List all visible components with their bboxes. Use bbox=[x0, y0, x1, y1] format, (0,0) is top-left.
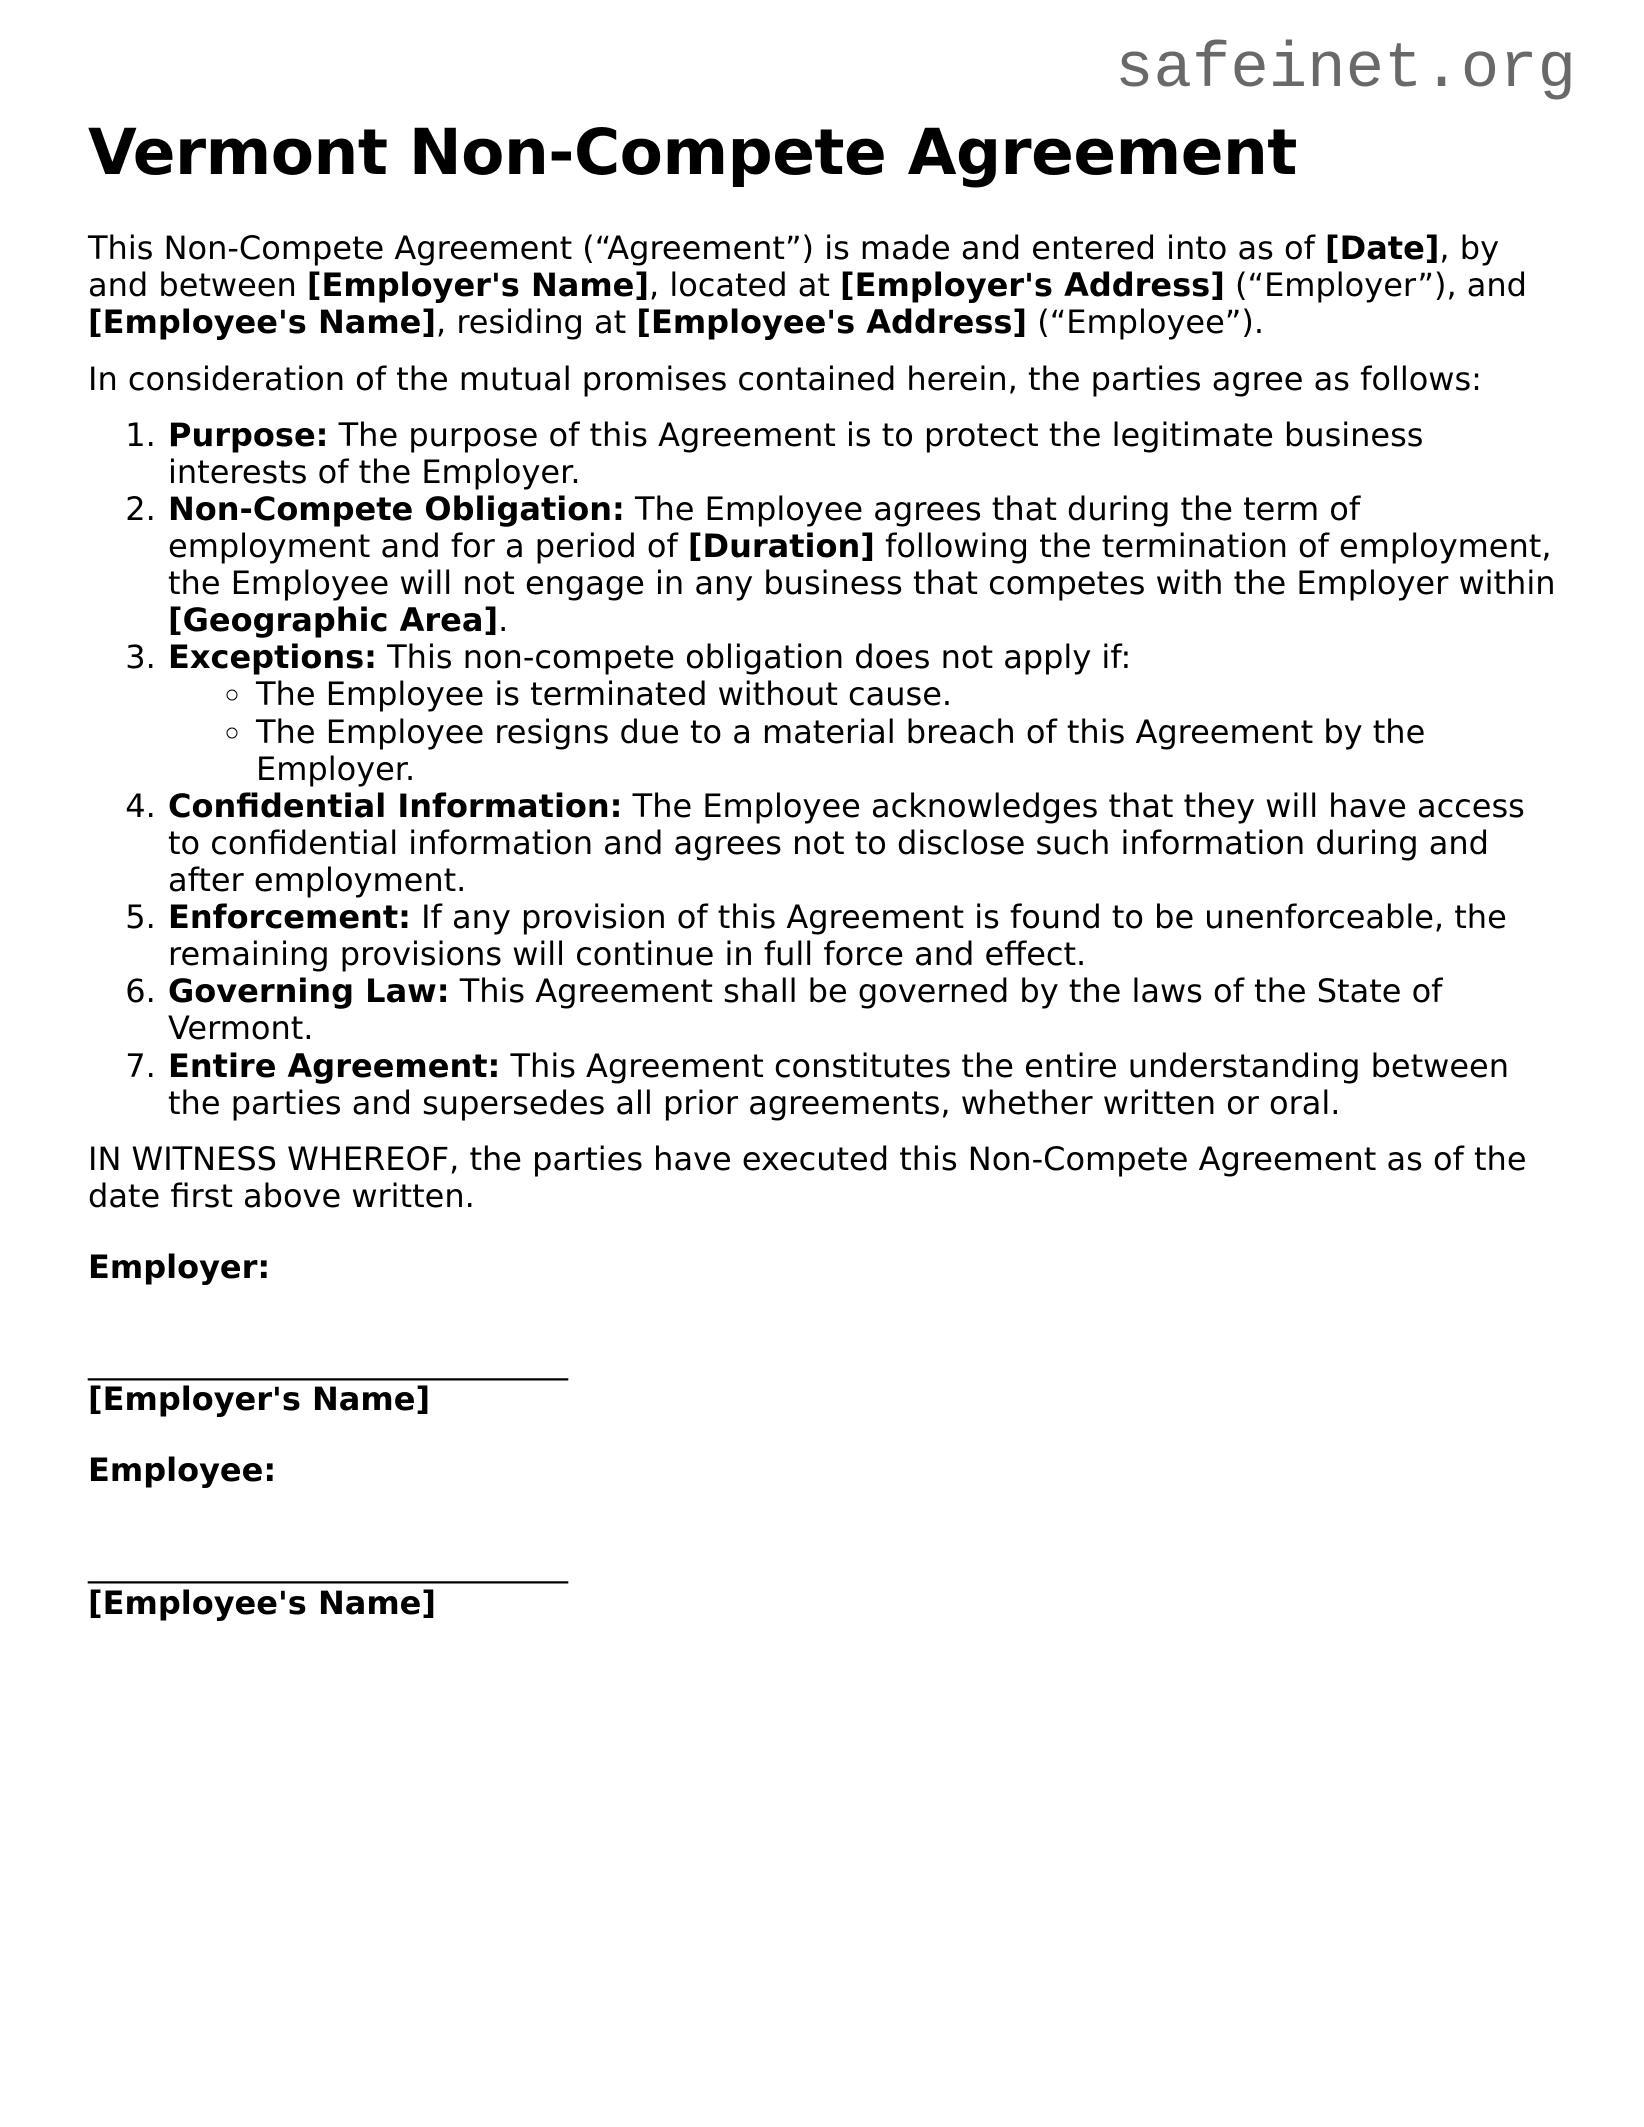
intro-paragraph: This Non-Compete Agreement (“Agreement”) is made and entered into as of [Date], by and between [Employer's Name], located at [Employer's Address] (“Employer”), and [Employee's Name], residing at [Employee's Address] (“Employee”). bbox=[88, 229, 1527, 342]
employer-name-placeholder: [Employer's Name] bbox=[88, 1380, 431, 1419]
page-title: Vermont Non-Compete Agreement bbox=[88, 116, 1297, 190]
employer-section-label: Employer: bbox=[88, 1248, 271, 1286]
terms-list bbox=[88, 417, 1556, 1122]
employee-section-label: Employee: bbox=[88, 1451, 277, 1490]
sublist-item-resigns-material-breach: ◦ The Employee resigns due to a material breach of this Agreement by the Employer. bbox=[254, 714, 1556, 788]
employer-signature-block bbox=[88, 1344, 1556, 1418]
list-item-exceptions bbox=[166, 639, 1556, 787]
consideration-paragraph: In consideration of the mutual promises contained herein, the parties agree as follows: bbox=[88, 359, 1482, 398]
witness-paragraph: IN WITNESS WHEREOF, the parties have executed this Non-Compete Agreement as of the date first above written. bbox=[88, 1139, 1527, 1215]
list-item-non-compete-obligation: 2. Non-Compete Obligation: The Employee agrees that during the term of employment and for a period of [Duration] following the termination of employment, the Employee will not engage in any business that competes with the Employer within [Geographic Area]. bbox=[166, 491, 1556, 639]
exceptions-sublist bbox=[168, 676, 1556, 787]
list-item-entire-agreement: 7. Entire Agreement: This Agreement constitutes the entire understanding between the parties and supersedes all prior agreements, whether written or oral. bbox=[166, 1048, 1556, 1122]
employee-signature-block bbox=[88, 1547, 1556, 1621]
site-logo: safeinet.org bbox=[1115, 34, 1576, 106]
list-item-purpose: 1. Purpose: The purpose of this Agreement is to protect the legitimate business interests of the Employer. bbox=[166, 417, 1556, 491]
sublist-item-terminated-without-cause: ◦ The Employee is terminated without cause. bbox=[254, 676, 1556, 713]
employee-signature-line: ______________________________ bbox=[88, 1546, 568, 1585]
employee-name-placeholder: [Employee's Name] bbox=[88, 1583, 436, 1622]
list-item-governing-law: 6. Governing Law: This Agreement shall be governed by the laws of the State of Vermont. bbox=[166, 973, 1556, 1047]
employer-signature-line: ______________________________ bbox=[88, 1343, 568, 1382]
exceptions-text: Exceptions: This non-compete obligation does not apply if: bbox=[168, 638, 1132, 677]
list-item-confidential-information: 4. Confidential Information: The Employee acknowledges that they will have access to confidential information and agrees not to disclose such information during and after employment. bbox=[166, 788, 1556, 899]
list-item-enforcement: 5. Enforcement: If any provision of this Agreement is found to be unenforceable, the remaining provisions will continue in full force and effect. bbox=[166, 899, 1556, 973]
